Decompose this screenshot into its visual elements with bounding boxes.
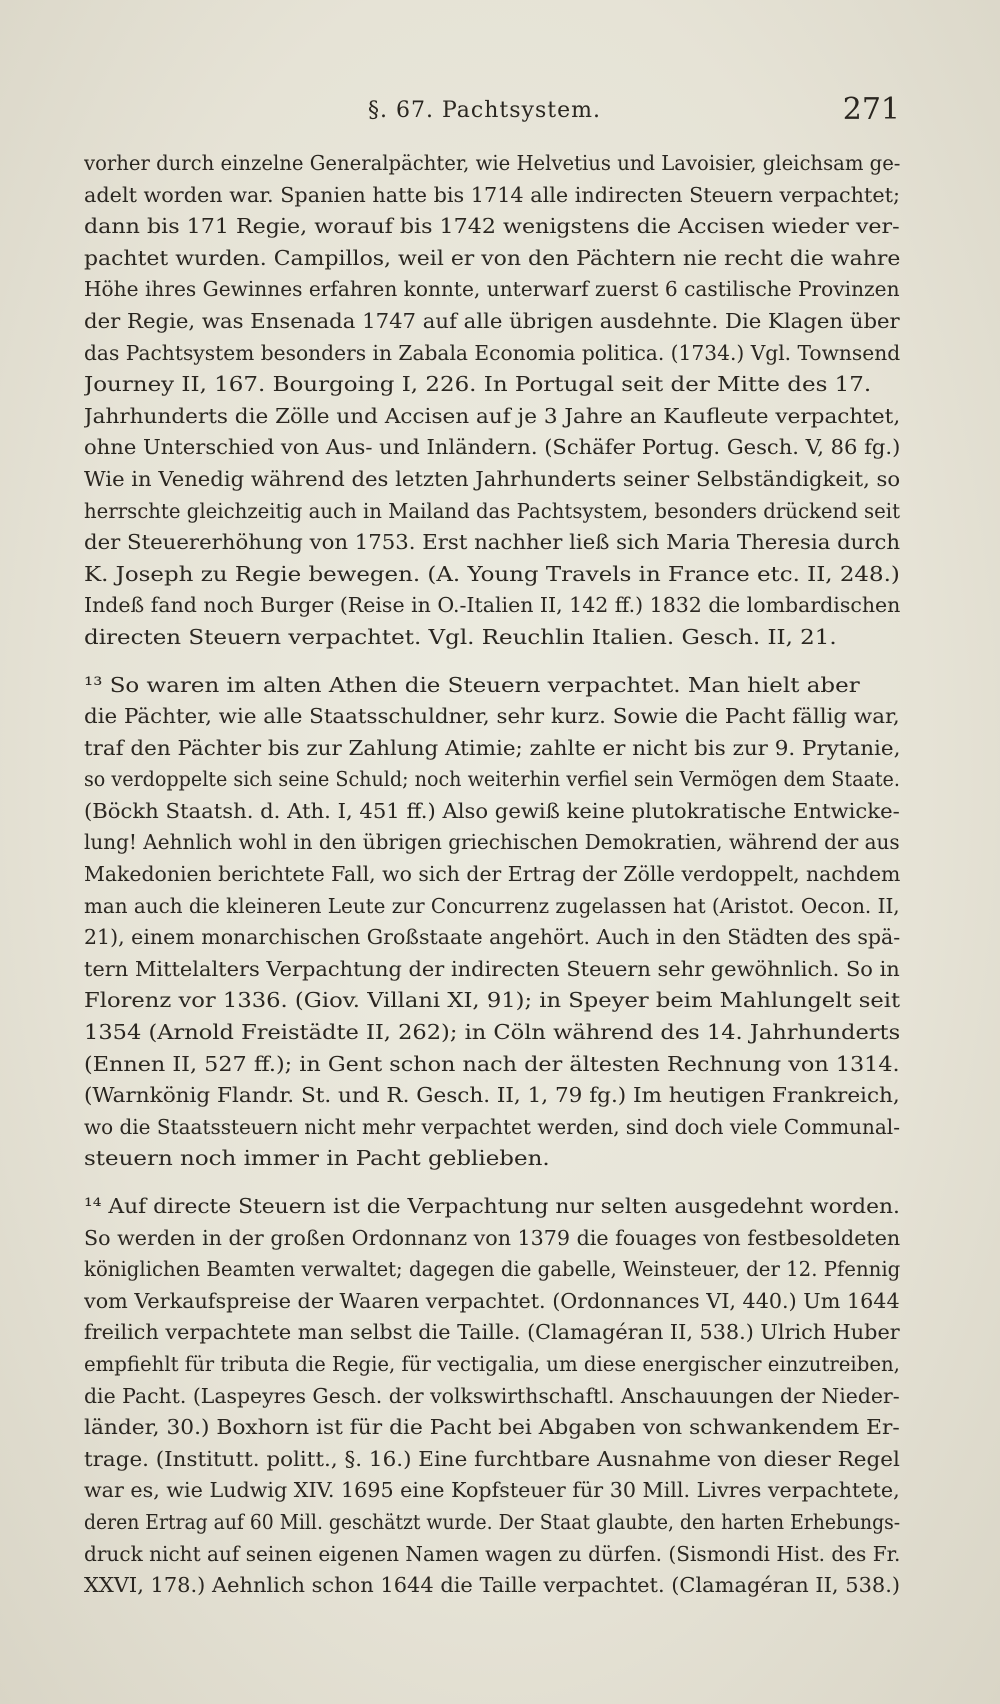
text-line: länder, 30.) Boxhorn ist für die Pacht bei Abgaben von schwankendem Er- <box>84 1415 900 1440</box>
text-line: Wie in Venedig während des letzten Jahrhunderts seiner Selbständigkeit, so <box>84 466 900 491</box>
text-line: tern Mittelalters Verpachtung der indirecten Steuern sehr gewöhnlich. So in <box>84 956 900 981</box>
text-line: königlichen Beamten verwaltet; dagegen die gabelle, Weinsteuer, der 12. Pfennig <box>84 1257 900 1282</box>
text-line: vom Verkaufspreise der Waaren verpachtet. (Ordonnances VI, 440.) Um 1644 <box>84 1288 900 1313</box>
text-line: (Böckh Staatsh. d. Ath. I, 451 ff.) Also gewiß keine plutokratische Entwicke- <box>84 798 900 823</box>
text-line: empfiehlt für tributa die Regie, für vectigalia, um diese energischer einzutreiben, <box>84 1351 900 1376</box>
text-line: XXVI, 178.) Aehnlich schon 1644 die Taille verpachtet. (Clamagéran II, 538.) <box>84 1573 901 1598</box>
text-line: K. Joseph zu Regie bewegen. (A. Young Travels in France etc. II, 248.) <box>84 561 900 586</box>
text-line: steuern noch immer in Pacht geblieben. <box>84 1146 550 1171</box>
text-line: adelt worden war. Spanien hatte bis 1714 alle indirecten Steuern verpachtet; <box>84 182 900 207</box>
text-line: Journey II, 167. Bourgoing I, 226. In Portugal seit der Mitte des 17. <box>84 372 872 397</box>
text-line: der Regie, was Ensenada 1747 auf alle übrigen ausdehnte. Die Klagen über <box>84 308 900 333</box>
body-text <box>84 148 900 1602</box>
text-line: Jahrhunderts die Zölle und Accisen auf je 3 Jahre an Kaufleute verpachtet, <box>84 403 900 428</box>
text-line: directen Steuern verpachtet. Vgl. Reuchlin Italien. Gesch. II, 21. <box>84 624 837 649</box>
text-line: Indeß fand noch Burger (Reise in O.-Italien II, 142 ff.) 1832 die lombardischen <box>84 593 900 618</box>
text-line: vorher durch einzelne Generalpächter, wie Helvetius und Lavoisier, gleichsam ge- <box>84 151 900 175</box>
text-line: die Pächter, wie alle Staatsschuldner, sehr kurz. Sowie die Pacht fällig war, <box>84 704 900 729</box>
text-line: herrschte gleichzeitig auch in Mailand das Pachtsystem, besonders drückend seit <box>84 498 900 523</box>
text-line: lung! Aehnlich wohl in den übrigen griechischen Demokratien, während der aus <box>84 830 900 855</box>
text-line: der Steuererhöhung von 1753. Erst nachher ließ sich Maria Theresia durch <box>84 530 900 555</box>
text-line: deren Ertrag auf 60 Mill. geschätzt wurde. Der Staat glaubte, den harten Erhebungs- <box>84 1509 900 1534</box>
text-line: Makedonien berichtete Fall, wo sich der Ertrag der Zölle verdoppelt, nachdem <box>84 862 900 887</box>
text-line: (Warnkönig Flandr. St. und R. Gesch. II, 1, 79 fg.) Im heutigen Frankreich, <box>84 1083 900 1108</box>
text-line: war es, wie Ludwig XIV. 1695 eine Kopfsteuer für 30 Mill. Livres verpachtete, <box>84 1478 900 1503</box>
footnote-13 <box>84 670 900 1176</box>
text-line: das Pachtsystem besonders in Zabala Economia politica. (1734.) Vgl. Townsend <box>84 340 900 365</box>
footnote-14 <box>84 1191 900 1602</box>
text-line: freilich verpachtete man selbst die Taille. (Clamagéran II, 538.) Ulrich Huber <box>84 1320 900 1345</box>
section-title: §. 67. Pachtsystem. <box>368 98 601 123</box>
text-line: ¹³ So waren im alten Athen die Steuern verpachtet. Man hielt aber <box>84 672 860 697</box>
text-line: pachtet wurden. Campillos, weil er von den Pächtern nie recht die wahre <box>84 245 901 270</box>
text-line: man auch die kleineren Leute zur Concurrenz zugelassen hat (Aristot. Oecon. II, <box>84 893 900 918</box>
text-line: Höhe ihres Gewinnes erfahren konnte, unterwarf zuerst 6 castilische Provinzen <box>84 277 900 302</box>
running-header <box>84 92 900 136</box>
text-line: So werden in der großen Ordonnanz von 1379 die fouages von festbesoldeten <box>84 1225 901 1250</box>
text-line: 1354 (Arnold Freistädte II, 262); in Cöln während des 14. Jahrhunderts <box>84 1020 901 1045</box>
text-line: dann bis 171 Regie, worauf bis 1742 wenigstens die Accisen wieder ver- <box>84 214 900 239</box>
text-line: so verdoppelte sich seine Schuld; noch weiterhin verfiel sein Vermögen dem Staate. <box>84 767 900 792</box>
text-line: (Ennen II, 527 ff.); in Gent schon nach der ältesten Rechnung von 1314. <box>84 1051 900 1076</box>
text-line: traf den Pächter bis zur Zahlung Atimie; zahlte er nicht bis zur 9. Prytanie, <box>84 735 901 760</box>
text-line: 21), einem monarchischen Großstaate angehört. Auch in den Städten des spä- <box>84 925 900 950</box>
text-line: ohne Unterschied von Aus- und Inländern. (Schäfer Portug. Gesch. V, 86 fg.) <box>84 435 900 460</box>
text-line: wo die Staatssteuern nicht mehr verpachtet werden, sind doch viele Communal- <box>84 1114 900 1139</box>
text-line: ¹⁴ Auf directe Steuern ist die Verpachtung nur selten ausgedehnt worden. <box>84 1194 900 1218</box>
text-line: druck nicht auf seinen eigenen Namen wagen zu dürfen. (Sismondi Hist. des Fr. <box>84 1541 900 1566</box>
text-line: trage. (Institutt. politt., §. 16.) Eine furchtbare Ausnahme von dieser Regel <box>84 1446 900 1471</box>
text-line: Florenz vor 1336. (Giov. Villani XI, 91); in Speyer beim Mahlungelt seit <box>84 988 901 1013</box>
paragraph-continuation <box>84 148 900 654</box>
page-number: 271 <box>842 92 900 127</box>
text-line: die Pacht. (Laspeyres Gesch. der volkswirthschaftl. Anschauungen der Nieder- <box>84 1383 900 1408</box>
